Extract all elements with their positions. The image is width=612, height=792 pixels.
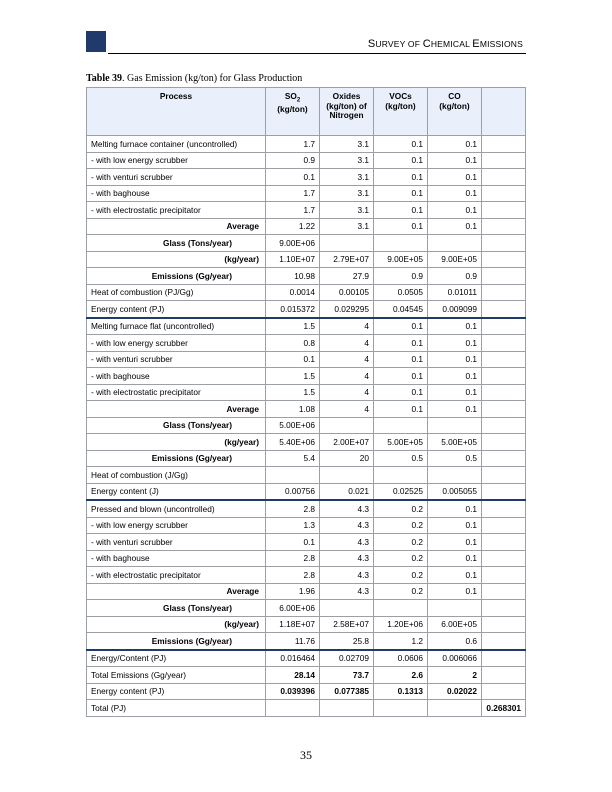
table-cell: 4.3 [320, 567, 374, 584]
row-label: Heat of combustion (J/Gg) [87, 467, 266, 484]
table-cell: 0.1 [374, 136, 428, 153]
table-cell: 0.9 [374, 268, 428, 285]
table-cell: 0.00105 [320, 284, 374, 301]
header-rule [108, 53, 526, 54]
row-label: (kg/year) [87, 251, 266, 268]
table-cell [320, 235, 374, 252]
table-cell: 0.1 [374, 185, 428, 202]
table-row [87, 218, 526, 235]
table-cell [374, 467, 428, 484]
table-cell [482, 683, 526, 700]
header-letter: E [472, 38, 480, 50]
table-cell [266, 700, 320, 717]
table-cell [320, 700, 374, 717]
table-cell [482, 500, 526, 517]
table-cell: 1.3 [266, 517, 320, 534]
table-cell: 4 [320, 351, 374, 368]
table-row [87, 450, 526, 467]
table-cell: 9.00E+06 [266, 235, 320, 252]
table-cell: 0.2 [374, 550, 428, 567]
table-cell: 2.8 [266, 567, 320, 584]
table-cell [320, 467, 374, 484]
table-cell: 4.3 [320, 517, 374, 534]
table-row [87, 434, 526, 451]
table-cell: 27.9 [320, 268, 374, 285]
table-cell: 73.7 [320, 667, 374, 684]
table-cell: 0.2 [374, 500, 428, 517]
table-cell: 0.1 [428, 583, 482, 600]
table-cell [482, 417, 526, 434]
row-label: Average [87, 218, 266, 235]
row-label: - with electrostatic precipitator [87, 567, 266, 584]
row-label: Total Emissions (Gg/year) [87, 667, 266, 684]
table-cell: 25.8 [320, 633, 374, 650]
row-label: (kg/year) [87, 434, 266, 451]
table-cell [428, 600, 482, 617]
table-row [87, 683, 526, 700]
table-cell: 0.0606 [374, 650, 428, 667]
row-label: Glass (Tons/year) [87, 417, 266, 434]
table-cell [374, 600, 428, 617]
col-header-process: Process [87, 88, 266, 136]
table-cell: 9.00E+05 [428, 251, 482, 268]
row-label: - with baghouse [87, 185, 266, 202]
table-cell [482, 368, 526, 385]
table-cell [428, 235, 482, 252]
table-row [87, 202, 526, 219]
table-cell: 1.96 [266, 583, 320, 600]
table-cell: 0.5 [374, 450, 428, 467]
row-label: - with low energy scrubber [87, 335, 266, 352]
table-cell: 3.1 [320, 152, 374, 169]
table-cell: 0.1 [428, 335, 482, 352]
row-label: - with baghouse [87, 550, 266, 567]
table-cell: 28.14 [266, 667, 320, 684]
table-cell: 3.1 [320, 202, 374, 219]
row-label: - with baghouse [87, 368, 266, 385]
table-cell [428, 467, 482, 484]
table-cell: 4.3 [320, 500, 374, 517]
table-cell [320, 417, 374, 434]
table-cell: 0.009099 [428, 301, 482, 318]
running-header [368, 38, 523, 50]
table-cell: 0.5 [428, 450, 482, 467]
col-header-so2 [266, 88, 320, 136]
row-label: Heat of combustion (PJ/Gg) [87, 284, 266, 301]
table-cell: 3.1 [320, 136, 374, 153]
table-cell [266, 467, 320, 484]
table-cell: 0.006066 [428, 650, 482, 667]
table-cell: 0.1 [428, 218, 482, 235]
table-cell: 0.1 [374, 169, 428, 186]
table-cell: 2.6 [374, 667, 428, 684]
table-cell [482, 600, 526, 617]
table-row [87, 567, 526, 584]
table-cell [482, 235, 526, 252]
row-label: - with venturi scrubber [87, 169, 266, 186]
table-cell: 5.4 [266, 450, 320, 467]
table-cell: 1.2 [374, 633, 428, 650]
table-cell: 4 [320, 368, 374, 385]
table-row [87, 500, 526, 517]
table-cell: 1.7 [266, 136, 320, 153]
so2-unit: (kg/ton) [277, 103, 308, 114]
table-cell [428, 417, 482, 434]
row-label: - with low energy scrubber [87, 152, 266, 169]
table-row [87, 351, 526, 368]
table-cell: 0.01011 [428, 284, 482, 301]
table-cell: 0.1 [374, 351, 428, 368]
row-label: - with venturi scrubber [87, 351, 266, 368]
table-row [87, 284, 526, 301]
table-cell [482, 301, 526, 318]
table-cell: 0.0014 [266, 284, 320, 301]
row-label: Energy content (J) [87, 483, 266, 500]
table-cell: 0.005055 [428, 483, 482, 500]
table-cell: 0.1 [428, 500, 482, 517]
header-text: HEMICAL [430, 39, 473, 49]
table-cell: 1.20E+06 [374, 616, 428, 633]
table-cell [482, 185, 526, 202]
table-cell: 0.1 [374, 384, 428, 401]
row-label: Emissions (Gg/year) [87, 268, 266, 285]
table-row [87, 467, 526, 484]
header-logo-square [86, 31, 106, 52]
table-row [87, 169, 526, 186]
header-letter: S [367, 38, 376, 50]
table-row [87, 301, 526, 318]
table-cell [482, 251, 526, 268]
table-cell: 0.268301 [482, 700, 526, 717]
table-cell: 1.5 [266, 384, 320, 401]
row-label: Glass (Tons/year) [87, 600, 266, 617]
table-cell: 2 [428, 667, 482, 684]
table-cell [482, 534, 526, 551]
table-row [87, 152, 526, 169]
row-label: Energy content (PJ) [87, 301, 266, 318]
table-row [87, 600, 526, 617]
row-label: - with electrostatic precipitator [87, 202, 266, 219]
header-text: URVEY OF [375, 39, 423, 49]
row-label: Energy content (PJ) [87, 683, 266, 700]
table-cell [482, 550, 526, 567]
table-cell: 0.016464 [266, 650, 320, 667]
table-cell: 0.1 [428, 384, 482, 401]
row-label: - with electrostatic precipitator [87, 384, 266, 401]
table-row [87, 633, 526, 650]
col-header-vocs: VOCs (kg/ton) [374, 88, 428, 136]
table-cell: 0.2 [374, 517, 428, 534]
table-cell: 0.02022 [428, 683, 482, 700]
table-cell: 0.1 [374, 368, 428, 385]
table-cell [482, 667, 526, 684]
table-cell [482, 450, 526, 467]
table-cell: 0.039396 [266, 683, 320, 700]
header-letter: C [422, 38, 431, 50]
col-header-co: CO (kg/ton) [428, 88, 482, 136]
table-cell [374, 235, 428, 252]
table-header-row [87, 88, 526, 136]
table-body [87, 136, 526, 717]
row-label: (kg/year) [87, 616, 266, 633]
table-cell: 1.5 [266, 318, 320, 335]
row-label: Pressed and blown (uncontrolled) [87, 500, 266, 517]
table-cell: 5.40E+06 [266, 434, 320, 451]
page-number: 35 [300, 748, 312, 762]
row-label: Glass (Tons/year) [87, 235, 266, 252]
table-cell: 11.76 [266, 633, 320, 650]
table-row [87, 667, 526, 684]
table-cell: 4 [320, 318, 374, 335]
table-cell: 0.1 [428, 152, 482, 169]
row-label: Average [87, 401, 266, 418]
row-label: Melting furnace flat (uncontrolled) [87, 318, 266, 335]
table-row [87, 534, 526, 551]
table-cell [482, 650, 526, 667]
table-cell: 4 [320, 335, 374, 352]
table-cell: 0.9 [428, 268, 482, 285]
table-cell: 0.1 [428, 517, 482, 534]
table-cell: 0.077385 [320, 683, 374, 700]
table-cell: 10.98 [266, 268, 320, 285]
table-cell [482, 152, 526, 169]
table-cell [428, 700, 482, 717]
table-cell: 0.1 [374, 152, 428, 169]
table-cell [482, 284, 526, 301]
table-cell: 1.22 [266, 218, 320, 235]
table-cell: 4 [320, 384, 374, 401]
table-cell [482, 434, 526, 451]
table-cell: 0.1 [428, 550, 482, 567]
table-row [87, 318, 526, 335]
table-cell: 3.1 [320, 169, 374, 186]
table-cell: 0.015372 [266, 301, 320, 318]
table-cell [482, 567, 526, 584]
table-cell: 0.8 [266, 335, 320, 352]
row-label: Melting furnace container (uncontrolled) [87, 136, 266, 153]
table-cell: 4 [320, 401, 374, 418]
table-cell: 6.00E+05 [428, 616, 482, 633]
table-cell: 5.00E+05 [428, 434, 482, 451]
table-cell [482, 401, 526, 418]
table-cell [320, 600, 374, 617]
table-cell: 0.1 [266, 351, 320, 368]
table-cell: 0.1 [374, 318, 428, 335]
table-cell: 0.02709 [320, 650, 374, 667]
table-row [87, 384, 526, 401]
table-cell [482, 517, 526, 534]
table-cell: 0.029295 [320, 301, 374, 318]
col-header-nox: Oxides (kg/ton) of Nitrogen [320, 88, 374, 136]
table-cell: 6.00E+06 [266, 600, 320, 617]
table-cell [482, 136, 526, 153]
row-label: Average [87, 583, 266, 600]
table-row [87, 401, 526, 418]
table-cell: 0.1 [266, 169, 320, 186]
table-cell [482, 483, 526, 500]
so2-label: SO [284, 91, 297, 101]
table-cell: 4.3 [320, 534, 374, 551]
table-cell: 0.02525 [374, 483, 428, 500]
table-cell: 0.1 [428, 318, 482, 335]
table-cell: 1.7 [266, 185, 320, 202]
table-cell: 1.08 [266, 401, 320, 418]
table-cell: 0.1 [428, 401, 482, 418]
table-cell [482, 202, 526, 219]
table-cell [482, 583, 526, 600]
caption-text: . Gas Emission (kg/ton) for Glass Production [122, 73, 303, 84]
table-cell [482, 169, 526, 186]
table-cell: 0.2 [374, 567, 428, 584]
table-cell: 2.8 [266, 550, 320, 567]
table-cell [374, 700, 428, 717]
table-row [87, 368, 526, 385]
table-cell: 2.58E+07 [320, 616, 374, 633]
table-cell: 1.5 [266, 368, 320, 385]
table-cell: 4.3 [320, 550, 374, 567]
table-cell: 0.2 [374, 583, 428, 600]
table-cell: 5.00E+05 [374, 434, 428, 451]
table-cell: 3.1 [320, 218, 374, 235]
table-cell: 0.0505 [374, 284, 428, 301]
table-cell: 0.1 [428, 368, 482, 385]
row-label: Emissions (Gg/year) [87, 633, 266, 650]
table-cell: 0.1 [428, 202, 482, 219]
table-cell: 0.1 [428, 136, 482, 153]
table-cell [482, 467, 526, 484]
table-cell: 0.1 [374, 335, 428, 352]
table-cell: 20 [320, 450, 374, 467]
table-cell: 0.1 [428, 567, 482, 584]
table-cell: 0.1 [266, 534, 320, 551]
table-cell: 0.1 [428, 185, 482, 202]
row-label: - with venturi scrubber [87, 534, 266, 551]
header-text: MISSIONS [479, 39, 523, 49]
row-label: - with low energy scrubber [87, 517, 266, 534]
col-header-extra [482, 88, 526, 136]
table-row [87, 550, 526, 567]
so2-subscript: 2 [296, 97, 301, 104]
caption-label: Table 39 [86, 73, 123, 84]
table-row [87, 185, 526, 202]
table-cell: 2.79E+07 [320, 251, 374, 268]
table-cell: 0.9 [266, 152, 320, 169]
row-label: Total (PJ) [87, 700, 266, 717]
table-row [87, 417, 526, 434]
table-cell [482, 335, 526, 352]
table-cell: 3.1 [320, 185, 374, 202]
table-caption [86, 73, 302, 84]
table-cell: 0.1 [374, 218, 428, 235]
table-cell: 0.2 [374, 534, 428, 551]
table-cell [482, 616, 526, 633]
table-cell: 1.7 [266, 202, 320, 219]
table-row [87, 616, 526, 633]
table-cell: 0.1 [428, 534, 482, 551]
table-row [87, 700, 526, 717]
table-cell: 0.1 [428, 351, 482, 368]
table-cell: 5.00E+06 [266, 417, 320, 434]
table-cell: 0.021 [320, 483, 374, 500]
table-cell: 0.00756 [266, 483, 320, 500]
table-cell [482, 384, 526, 401]
table-cell: 2.8 [266, 500, 320, 517]
table-row [87, 583, 526, 600]
table-cell [374, 417, 428, 434]
table-cell [482, 351, 526, 368]
table-cell: 0.1 [374, 202, 428, 219]
table-cell [482, 318, 526, 335]
row-label: Energy/Content (PJ) [87, 650, 266, 667]
table-row [87, 136, 526, 153]
table-cell: 0.04545 [374, 301, 428, 318]
row-label: Emissions (Gg/year) [87, 450, 266, 467]
table-row [87, 517, 526, 534]
table-row [87, 335, 526, 352]
table-row [87, 483, 526, 500]
table-row [87, 251, 526, 268]
table-row [87, 235, 526, 252]
emissions-table [86, 87, 526, 717]
table-cell [482, 633, 526, 650]
table-cell: 0.1 [428, 169, 482, 186]
table-cell: 1.18E+07 [266, 616, 320, 633]
table-cell [482, 268, 526, 285]
table-cell [482, 218, 526, 235]
table-cell: 0.1 [374, 401, 428, 418]
table-cell: 0.1313 [374, 683, 428, 700]
table-row [87, 650, 526, 667]
table-cell: 0.6 [428, 633, 482, 650]
table-cell: 9.00E+05 [374, 251, 428, 268]
table-cell: 1.10E+07 [266, 251, 320, 268]
table-row [87, 268, 526, 285]
table-cell: 2.00E+07 [320, 434, 374, 451]
table-cell: 4.3 [320, 583, 374, 600]
